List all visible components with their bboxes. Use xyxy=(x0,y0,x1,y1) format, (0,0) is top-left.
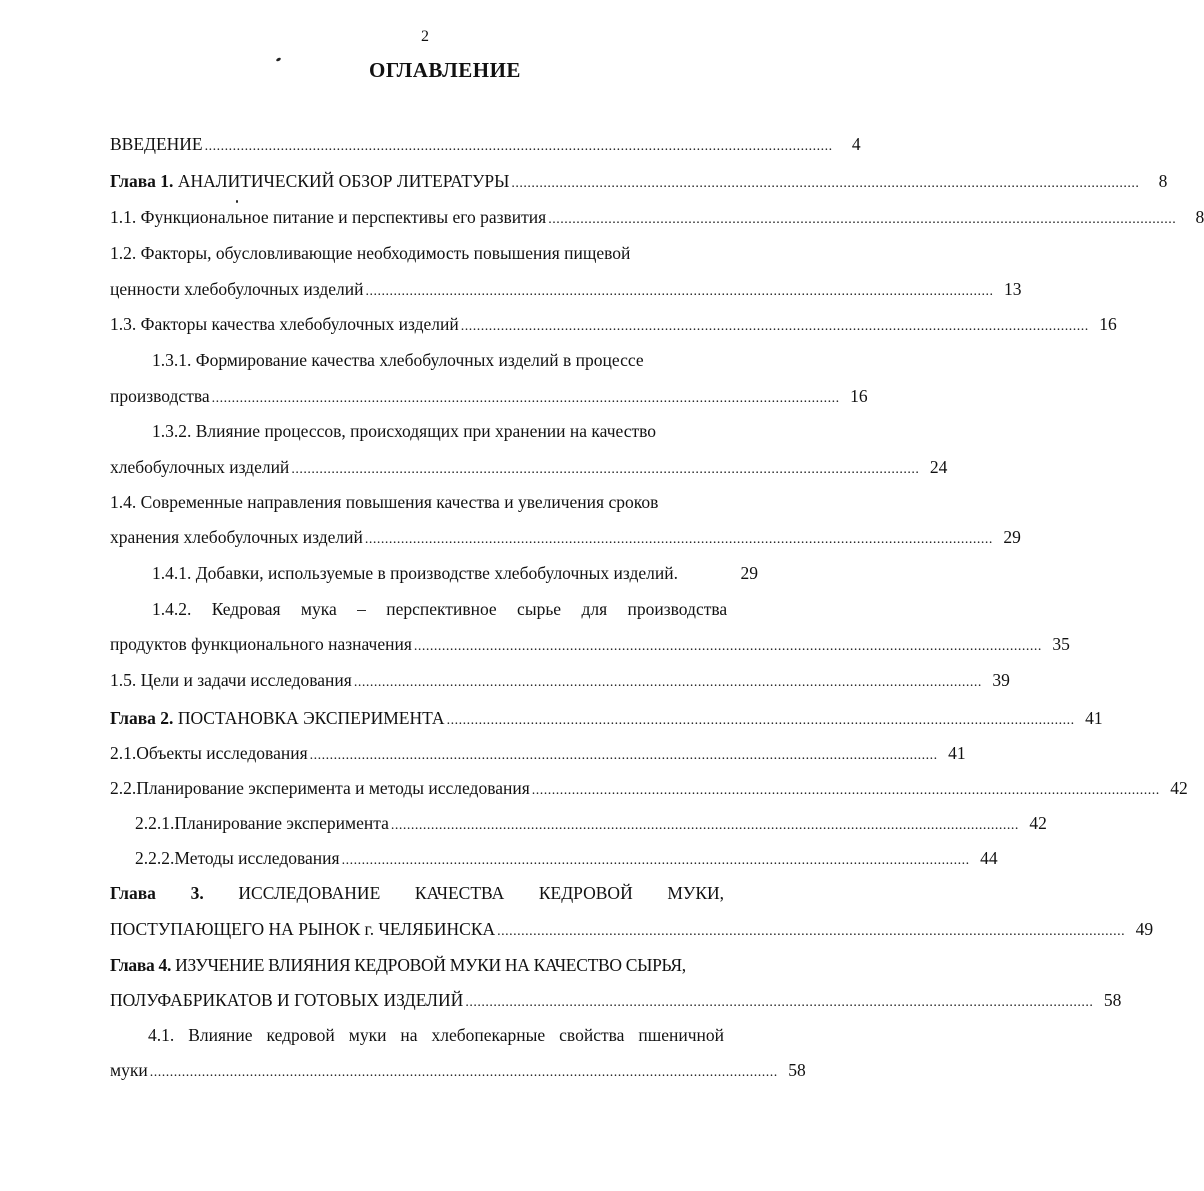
toc-page-number: 58 xyxy=(788,1060,806,1080)
toc-entry-1-3-1[interactable] xyxy=(110,385,868,410)
toc-entry-1-4-2[interactable] xyxy=(110,633,1070,658)
toc-entry-1-3-2-line-1[interactable]: 1.3.2. Влияние процессов, происходящих при хранении на качество xyxy=(152,421,657,441)
toc-entry-chapter-2[interactable] xyxy=(110,707,1103,732)
leader-dots: ............................................................................................................................................................. xyxy=(465,995,1094,1010)
leader-dots: ............................................................................................................................................................. xyxy=(548,212,1177,227)
toc-entry-text: 2.2.2.Методы исследования xyxy=(135,848,340,868)
toc-entry-text: производства xyxy=(110,386,210,406)
toc-entry-text: 2.1.Объекты исследования xyxy=(110,743,308,763)
toc-title: ОГЛАВЛЕНИЕ xyxy=(369,58,521,82)
page-number: 2 xyxy=(421,28,429,45)
toc-entry-1-2-line-1[interactable]: 1.2. Факторы, обусловливающие необходимость повышения пищевой xyxy=(110,243,631,263)
leader-dots: ............................................................................................................................................................. xyxy=(497,924,1126,939)
toc-entry-text: АНАЛИТИЧЕСКИЙ ОБЗОР ЛИТЕРАТУРЫ xyxy=(177,171,510,191)
toc-entry-text: ценности хлебобулочных изделий xyxy=(110,279,364,299)
leader-dots: ............................................................................................................................................................. xyxy=(364,532,993,547)
leader-dots: ............................................................................................................................................................. xyxy=(291,462,920,477)
toc-page-number: 29 xyxy=(1003,527,1021,547)
toc-entry-text: ИССЛЕДОВАНИЕ КАЧЕСТВА КЕДРОВОЙ МУКИ, xyxy=(238,883,725,903)
toc-entry-text: хлебобулочных изделий xyxy=(110,457,290,477)
toc-page-number: 29 xyxy=(740,563,758,583)
chapter-label: Глава 2. xyxy=(110,708,174,728)
toc-entry-1-1[interactable] xyxy=(110,206,1204,231)
toc-page-number: 49 xyxy=(1135,919,1154,939)
toc-entry-intro[interactable] xyxy=(110,133,861,158)
toc-entry-chapter-4[interactable] xyxy=(110,989,1122,1014)
toc-page-number: 41 xyxy=(948,743,966,763)
toc-entry-2-2-2[interactable] xyxy=(135,847,998,872)
leader-dots: ............................................................................................................................................................. xyxy=(446,713,1075,728)
leader-dots: ............................................................................................................................................................. xyxy=(531,783,1160,798)
toc-entry-text: ПОСТАНОВКА ЭКСПЕРИМЕНТА xyxy=(177,708,445,728)
toc-entry-1-4-2-line-1[interactable]: 1.4.2. Кедровая мука – перспективное сырье для производства xyxy=(152,599,728,619)
chapter-label: Глава 1. xyxy=(110,171,174,191)
toc-page-number: 39 xyxy=(992,670,1010,690)
toc-entry-1-4-line-1[interactable]: 1.4. Современные направления повышения качества и увеличения сроков xyxy=(110,492,659,512)
toc-entry-text: 1.3. Факторы качества хлебобулочных изделий xyxy=(110,314,459,334)
leader-dots: ............................................................................................................................................................. xyxy=(460,319,1089,334)
toc-entry-1-3-1-line-1[interactable]: 1.3.1. Формирование качества хлебобулочных изделий в процессе xyxy=(152,350,644,370)
leader-dots: ............................................................................................................................................................. xyxy=(413,639,1042,654)
toc-entry-text: ПОСТУПАЮЩЕГО НА РЫНОК г. ЧЕЛЯБИНСКА xyxy=(110,919,496,939)
toc-page-number: 58 xyxy=(1103,990,1122,1010)
toc-page-number: 42 xyxy=(1170,778,1188,798)
leader-dots: ............................................................................................................................................................. xyxy=(353,675,982,690)
toc-page-number: 44 xyxy=(980,848,998,868)
toc-entry-chapter-4-line-1[interactable] xyxy=(110,954,724,976)
toc-page-number: 8 xyxy=(1158,171,1168,191)
toc-page-number: 8 xyxy=(1195,207,1204,227)
toc-entry-text: ВВЕДЕНИЕ xyxy=(110,134,203,154)
leader-dots: ............................................................................................................................................................. xyxy=(204,139,833,154)
toc-entry-1-3-2[interactable] xyxy=(110,456,948,481)
toc-entry-text: муки xyxy=(110,1060,148,1080)
leader-dots: ............................................................................................................................................................. xyxy=(511,176,1140,191)
toc-entry-text: продуктов функционального назначения xyxy=(110,634,412,654)
leader-dots: ............................................................................................................................................................. xyxy=(309,748,938,763)
chapter-label: Глава 4. xyxy=(110,955,172,975)
leader-dots: ............................................................................................................................................................. xyxy=(211,391,840,406)
toc-page-number: 13 xyxy=(1004,279,1022,299)
toc-entry-2-2-1[interactable] xyxy=(135,812,1047,837)
toc-page-number: 24 xyxy=(929,457,948,477)
toc-page-number: 16 xyxy=(1099,314,1117,334)
toc-entry-2-1[interactable] xyxy=(110,742,966,767)
toc-entry-text: 1.5. Цели и задачи исследования xyxy=(110,670,352,690)
toc-entry-text: ИЗУЧЕНИЕ ВЛИЯНИЯ КЕДРОВОЙ МУКИ НА КАЧЕСТВО СЫРЬЯ, xyxy=(175,955,686,975)
toc-page-number: 41 xyxy=(1085,708,1103,728)
toc-entry-4-1[interactable] xyxy=(110,1059,806,1084)
toc-entry-chapter-3-line-1[interactable] xyxy=(110,882,724,904)
leader-dots: ............................................................................................................................................................. xyxy=(365,284,994,299)
chapter-label: Глава 3. xyxy=(110,883,204,903)
toc-entry-text: хранения хлебобулочных изделий xyxy=(110,527,363,547)
toc-page-number: 16 xyxy=(850,386,868,406)
toc-entry-1-4-1[interactable] xyxy=(152,562,758,584)
toc-entry-1-5[interactable] xyxy=(110,669,1010,694)
toc-page-number: 42 xyxy=(1029,813,1047,833)
toc-entry-1-2[interactable] xyxy=(110,278,1022,303)
toc-entry-4-1-line-1[interactable]: 4.1. Влияние кедровой муки на хлебопекарные свойства пшеничной xyxy=(148,1025,724,1045)
toc-entry-text: 1.1. Функциональное питание и перспективы его развития xyxy=(110,207,547,227)
leader-dots: ............................................................................................................................................................. xyxy=(390,818,1019,833)
toc-entry-2-2[interactable] xyxy=(110,777,1188,802)
toc-page-number: 35 xyxy=(1052,634,1070,654)
toc-entry-text: 1.4.1. Добавки, используемые в производстве хлебобулочных изделий. xyxy=(152,563,678,583)
leader-dots: ............................................................................................................................................................. xyxy=(341,853,970,868)
toc-entry-1-3[interactable] xyxy=(110,313,1117,338)
toc-entry-text: 2.2.Планирование эксперимента и методы исследования xyxy=(110,778,530,798)
toc-entry-chapter-3[interactable] xyxy=(110,918,1154,943)
toc-entry-chapter-1[interactable] xyxy=(110,170,1168,195)
toc-entry-text: 2.2.1.Планирование эксперимента xyxy=(135,813,389,833)
toc-page-number: 4 xyxy=(851,134,861,154)
scan-speck xyxy=(236,200,238,203)
leader-dots: ............................................................................................................................................................. xyxy=(149,1065,778,1080)
toc-entry-text: ПОЛУФАБРИКАТОВ И ГОТОВЫХ ИЗДЕЛИЙ xyxy=(110,990,464,1010)
toc-entry-1-4[interactable] xyxy=(110,526,1021,551)
